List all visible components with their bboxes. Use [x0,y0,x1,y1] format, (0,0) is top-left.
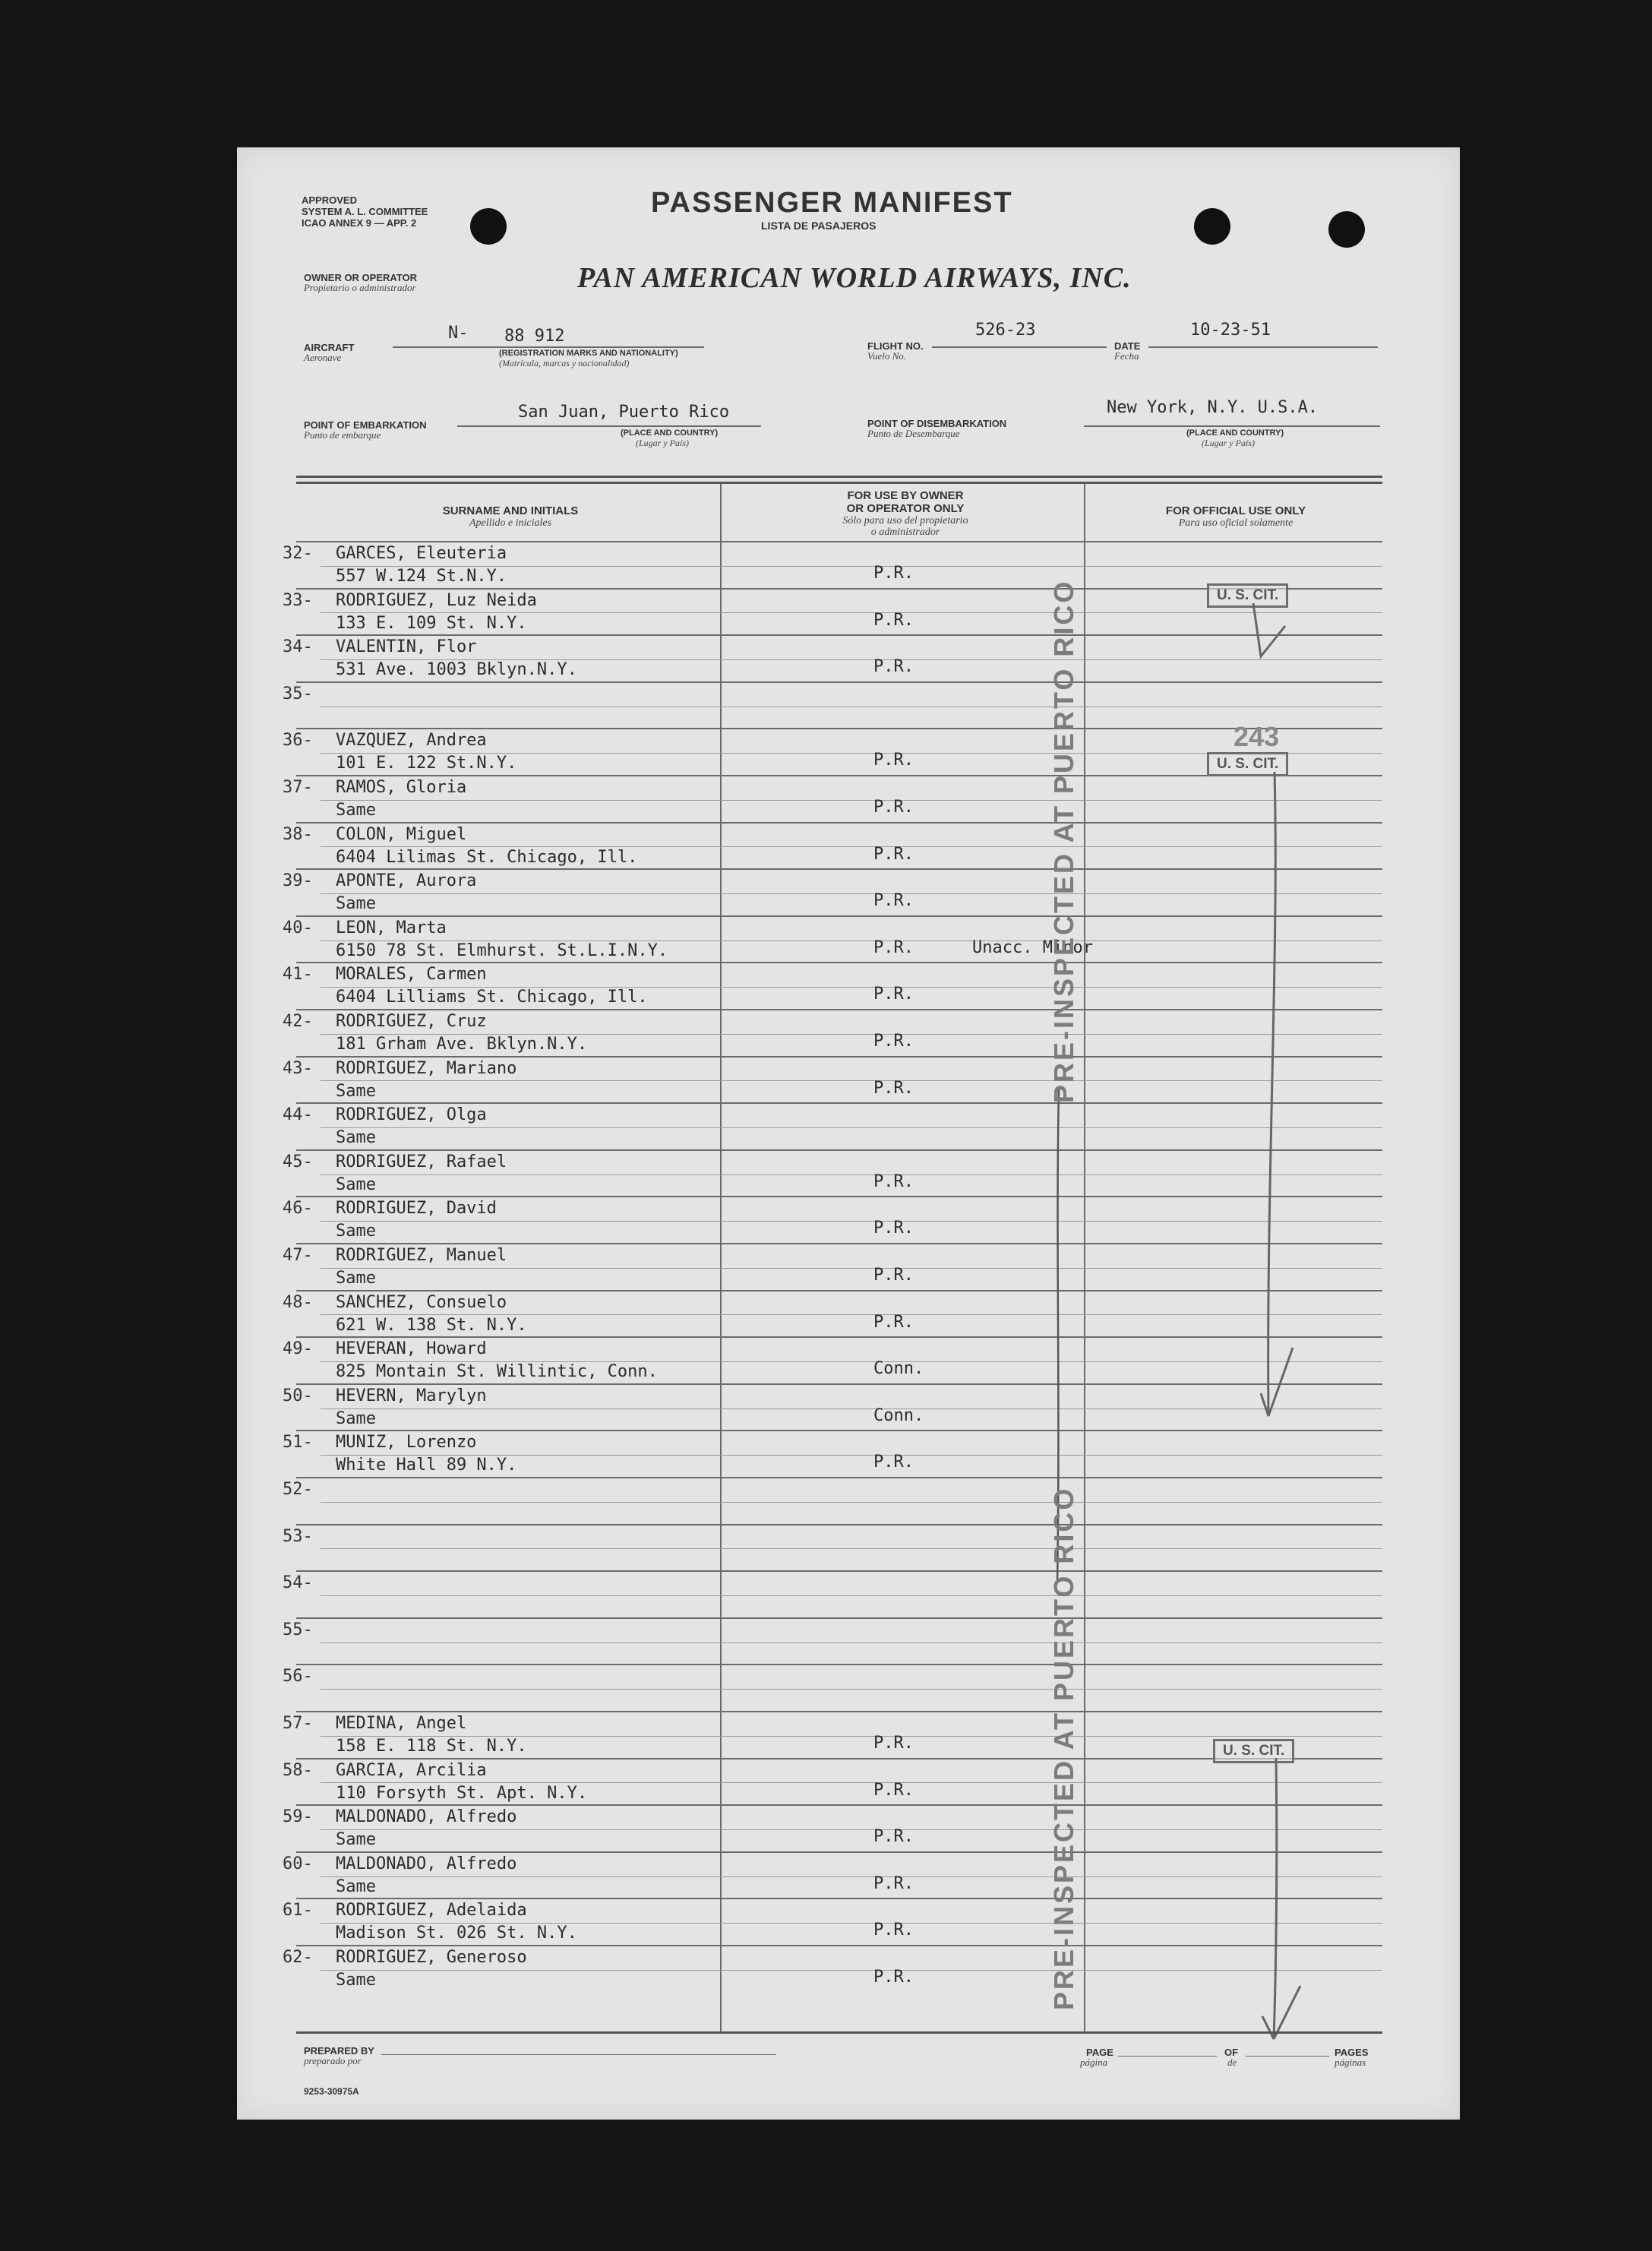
approval-block [302,194,461,229]
passenger-address: 825 Montain St. Willintic, Conn. [336,1362,658,1382]
disembark-place-note-es: (Lugar y País) [1202,438,1255,448]
passenger-address: 101 E. 122 St.N.Y. [336,754,517,773]
passenger-address: Same [336,1269,376,1288]
passenger-address: 531 Ave. 1003 Bklyn.N.Y. [336,660,577,680]
page-underline [1118,2056,1217,2057]
passenger-address: 621 W. 138 St. N.Y. [336,1315,527,1335]
form-number: 9253-30975A [304,2086,359,2097]
row-number: 55- [283,1620,313,1639]
row-number: 39- [283,871,313,891]
passenger-address: Same [336,1876,376,1896]
column-header-name [328,504,693,529]
row-number: 46- [283,1199,313,1219]
passenger-name: MALDONADO, Alfredo [336,1807,517,1827]
approval-line-1: APPROVED [302,194,357,206]
approval-line-2: SYSTEM A. L. COMMITTEE [302,206,428,217]
owner-code: P.R. [873,1078,914,1098]
row-number: 52- [283,1480,313,1499]
pages-label-es: páginas [1335,2057,1366,2068]
row-number: 44- [283,1105,313,1125]
row-number: 33- [283,590,313,610]
row-number: 48- [283,1292,313,1312]
passenger-name: RODRIGUEZ, Luz Neida [336,590,537,610]
embark-label-es: Punto de embarque [304,429,381,441]
passenger-name: RODRIGUEZ, Manuel [336,1246,507,1265]
owner-code: P.R. [873,1032,914,1051]
passenger-address: Same [336,1081,376,1101]
owner-code: P.R. [873,610,914,630]
flight-label: FLIGHT NO. [867,340,924,352]
row-number: 53- [283,1526,313,1546]
disembark-place-note: (PLACE AND COUNTRY) [1186,428,1284,438]
aircraft-label: AIRCRAFT [304,342,355,353]
page-subtitle: LISTA DE PASAJEROS [761,220,877,232]
date-label: DATE [1114,340,1141,352]
disembarkation-point: New York, N.Y. U.S.A. [1107,398,1319,417]
passenger-name: RODRIGUEZ, Olga [336,1105,487,1125]
us-citizen-stamp-3: U. S. CIT. [1213,1739,1294,1763]
page-label-es: página [1080,2057,1108,2068]
passenger-name: RODRIGUEZ, David [336,1199,497,1219]
passenger-address: Same [336,1128,376,1148]
page-label: PAGE [1086,2047,1113,2058]
aircraft-registration: 88 912 [504,327,565,346]
column-header-official-label: FOR OFFICIAL USE ONLY [1165,504,1306,517]
row-number: 62- [283,1948,313,1967]
column-header-owner-line-1: FOR USE BY OWNER [847,489,964,502]
owner-code: P.R. [873,1312,914,1332]
column-header-owner-es-2: o administrador [870,526,940,538]
row-number: 35- [283,684,313,703]
passenger-name: RODRIGUEZ, Generoso [336,1948,527,1967]
passenger-address: Same [336,801,376,820]
owner-code: P.R. [873,798,914,817]
owner-code: P.R. [873,1219,914,1238]
preinspected-stamp-2: PRE-INSPECTED AT PUERTO RICO [1048,1486,1079,2010]
passenger-name: GARCIA, Arcilia [336,1760,487,1780]
passenger-address: Same [336,1222,376,1241]
passenger-address: Same [336,1175,376,1194]
owner-code: P.R. [873,844,914,864]
row-number: 43- [283,1058,313,1078]
column-header-owner [731,489,1080,538]
disembark-underline [1084,425,1380,427]
passenger-address: Same [336,894,376,914]
owner-label: OWNER OR OPERATOR [304,272,418,283]
owner-code: Conn. [873,1359,924,1379]
flight-date: 10-23-51 [1190,321,1271,340]
pages-label: PAGES [1335,2047,1369,2058]
passenger-address: Same [336,1408,376,1428]
passenger-address: 6404 Lilimas St. Chicago, Ill. [336,847,638,867]
us-citizen-stamp-2: U. S. CIT. [1207,752,1288,776]
owner-code: P.R. [873,1873,914,1893]
row-number: 41- [283,965,313,985]
row-number: 37- [283,778,313,797]
punch-hole-left [470,208,507,245]
passenger-address: 181 Grham Ave. Bklyn.N.Y. [336,1035,588,1054]
owner-code: Conn. [873,1405,924,1425]
passenger-name: RAMOS, Gloria [336,778,467,797]
row-rule [296,541,1382,542]
of-label: OF [1224,2047,1239,2058]
column-header-official-label-es: Para uso oficial solamente [1178,517,1293,529]
page-title: PASSENGER MANIFEST [651,187,1013,219]
disembark-label: POINT OF DISEMBARKATION [867,418,1007,429]
row-number: 34- [283,637,313,657]
flight-label-es: Vuelo No. [867,350,907,362]
owner-code: P.R. [873,751,914,770]
owner-label-es: Propietario o administrador [304,282,416,293]
row-number: 59- [283,1807,313,1827]
row-number: 61- [283,1901,313,1921]
owner-code: P.R. [873,657,914,677]
owner-code: P.R. [873,1921,914,1940]
flight-underline [932,346,1107,348]
owner-code: P.R. [873,1266,914,1285]
row-number: 36- [283,731,313,751]
passenger-name: GARCES, Eleuteria [336,544,507,563]
passenger-address: Same [336,1830,376,1850]
row-number: 51- [283,1433,313,1453]
table-top-rule-2 [296,482,1382,484]
embarkation-point: San Juan, Puerto Rico [518,403,730,422]
passenger-name: RODRIGUEZ, Mariano [336,1058,517,1078]
owner-code: P.R. [873,1453,914,1472]
owner-code: P.R. [873,1827,914,1847]
passenger-address: 110 Forsyth St. Apt. N.Y. [336,1783,588,1803]
row-number: 42- [283,1012,313,1031]
owner-code: P.R. [873,564,914,583]
passenger-name: APONTE, Aurora [336,871,477,891]
passenger-name: RODRIGUEZ, Adelaida [336,1901,527,1921]
passenger-name: RODRIGUEZ, Cruz [336,1012,487,1031]
operator-name: PAN AMERICAN WORLD AIRWAYS, INC. [577,262,1132,294]
row-number: 58- [283,1760,313,1780]
row-number: 60- [283,1854,313,1873]
column-header-owner-es-1: Sólo para uso del propietario [842,515,968,526]
table-top-rule-1 [296,476,1382,478]
registration-note: (REGISTRATION MARKS AND NATIONALITY) [499,349,678,358]
flight-number: 526-23 [975,321,1036,340]
passenger-name: VAZQUEZ, Andrea [336,731,487,751]
passenger-name: MUNIZ, Lorenzo [336,1433,477,1453]
passenger-name: HEVERAN, Howard [336,1339,487,1359]
row-number: 57- [283,1714,313,1733]
official-check-marks [1072,573,1376,2168]
row-number: 49- [283,1339,313,1359]
embark-label: POINT OF EMBARKATION [304,419,427,431]
preinspected-stamp-1: PRE-INSPECTED AT PUERTO RICO [1048,579,1079,1103]
passenger-address: White Hall 89 N.Y. [336,1456,517,1475]
prepared-by-underline [381,2054,776,2055]
row-number: 45- [283,1152,313,1171]
manifest-sheet [237,147,1460,2120]
passenger-address: Same [336,1971,376,1990]
passenger-name: RODRIGUEZ, Rafael [336,1152,507,1171]
owner-code: P.R. [873,1968,914,1987]
column-header-name-label: SURNAME AND INITIALS [442,504,579,517]
passenger-address: 6404 Lilliams St. Chicago, Ill. [336,988,648,1007]
passenger-name: SANCHEZ, Consuelo [336,1292,507,1312]
row-number: 38- [283,824,313,844]
owner-code: P.R. [873,985,914,1004]
owner-code: P.R. [873,1780,914,1800]
approval-line-3: ICAO ANNEX 9 — APP. 2 [302,217,417,229]
prepared-by-label-es: preparado por [304,2055,362,2066]
passenger-address: 557 W.124 St.N.Y. [336,567,507,586]
column-header-name-label-es: Apellido e iniciales [469,517,552,529]
stamp-number: 243 [1233,721,1280,752]
passenger-address: Madison St. 026 St. N.Y. [336,1924,577,1943]
passenger-address: 6150 78 St. Elmhurst. St.L.I.N.Y. [336,941,668,960]
column-header-owner-line-2: OR OPERATOR ONLY [846,502,965,515]
punch-hole-right-1 [1194,208,1230,245]
of-underline [1246,2056,1329,2057]
owner-note: Unacc. Minor [972,937,1093,957]
punch-hole-right-2 [1328,211,1365,248]
owner-code: P.R. [873,891,914,911]
passenger-name: MORALES, Carmen [336,965,487,985]
check-mark-3 [1262,1758,1300,2039]
passenger-name: MALDONADO, Alfredo [336,1854,517,1873]
of-label-es: de [1227,2057,1237,2068]
passenger-name: COLON, Miguel [336,824,467,844]
aircraft-prefix: N- [448,324,469,343]
prepared-by-label: PREPARED BY [304,2045,374,2057]
check-mark-2 [1261,772,1293,1416]
disembark-label-es: Punto de Desembarque [867,428,960,439]
owner-code: P.R. [873,937,914,957]
passenger-name: HEVERN, Marylyn [336,1386,487,1405]
passenger-address: 158 E. 118 St. N.Y. [336,1737,527,1756]
passenger-name: VALENTIN, Flor [336,637,477,657]
owner-code: P.R. [873,1734,914,1753]
row-number: 47- [283,1246,313,1265]
footer-rule [296,2031,1382,2034]
owner-code: P.R. [873,1171,914,1191]
row-number: 40- [283,918,313,937]
row-number: 56- [283,1667,313,1687]
date-underline [1148,346,1378,348]
registration-note-es: (Matrícula, marcas y nacionalidad) [499,358,630,368]
us-citizen-stamp-1: U. S. CIT. [1207,583,1288,608]
check-mark-1 [1253,603,1285,656]
passenger-name: LEON, Marta [336,918,447,937]
passenger-address: 133 E. 109 St. N.Y. [336,613,527,633]
date-label-es: Fecha [1114,350,1139,362]
row-number: 32- [283,544,313,563]
embark-underline [457,425,761,427]
column-header-official [1091,504,1380,529]
passenger-name: MEDINA, Angel [336,1714,467,1733]
aircraft-label-es: Aeronave [304,352,342,363]
embark-place-note-es: (Lugar y País) [636,438,689,448]
row-number: 50- [283,1386,313,1405]
embark-place-note: (PLACE AND COUNTRY) [621,428,719,438]
row-number: 54- [283,1573,313,1593]
